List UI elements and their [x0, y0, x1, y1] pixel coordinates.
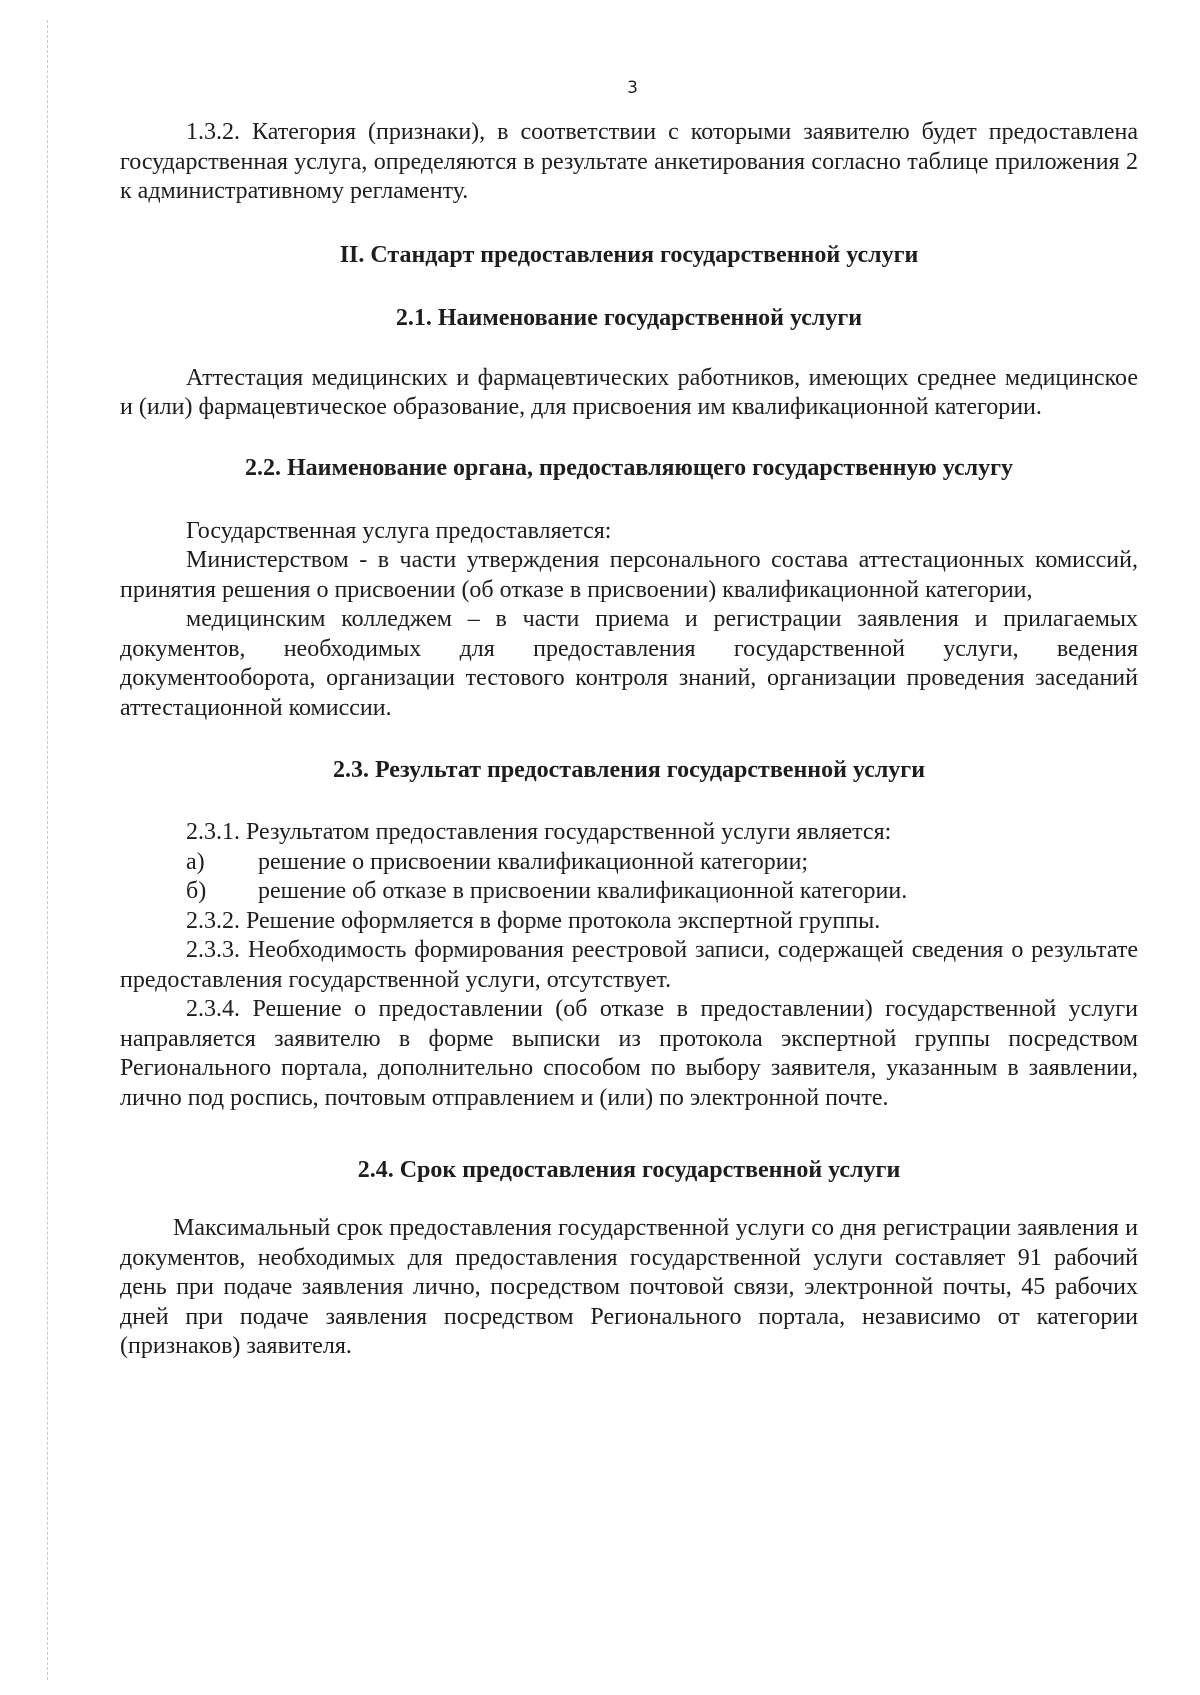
list-item-text: решение о присвоении квалификационной категории; — [258, 848, 809, 875]
section-2-3-heading: 2.3. Результат предоставления государственной услуги — [332, 757, 926, 783]
list-item-text: решение об отказе в присвоении квалификационной категории. — [258, 878, 908, 904]
list-item-marker: а) — [186, 848, 205, 875]
section-2-2-paragraph-3: медицинским колледжем – в части приема и регистрации заявления и прилагаемых документов, необходимых для предоставления государственной услуги, ведения документооборота, организации тестового контроля знаний, организации проведения заседаний аттестационной комиссии. — [120, 606, 1138, 721]
list-item-marker: б) — [186, 878, 207, 904]
section-2-3-4-paragraph: 2.3.4. Решение о предоставлении (об отказе в предоставлении) государственной услуги направляется заявителю в форме выписки из протокола экспертной группы посредством Регионального портала, дополнительно способом по выбору заявителя, указанным в заявлении, лично под роспись, почтовым отправлением и (или) по электронной почте. — [120, 996, 1138, 1111]
section-ii-heading: II. Стандарт предоставления государственной услуги — [339, 241, 919, 268]
section-2-4-text: Максимальный срок предоставления государственной услуги со дня регистрации заявления и документов, необходимых для предоставления государственной услуги составляет 91 рабочий день при подаче заявления лично, посредством почтовой связи, электронной почты, 45 рабочих дней при подаче заявления посредством Регионального портала, независимо от категории (признаков) заявителя. — [120, 1215, 1138, 1359]
section-2-2-heading: 2.2. Наименование органа, предоставляющего государственную услугу — [244, 454, 1014, 481]
section-2-2-paragraph-1: Государственная услуга предоставляется: — [186, 517, 612, 544]
scan-edge-line — [47, 20, 48, 1680]
list-item — [120, 848, 1138, 878]
section-2-1-heading: 2.1. Наименование государственной услуги — [395, 304, 863, 331]
section-2-3-2-paragraph: 2.3.2. Решение оформляется в форме протокола экспертной группы. — [186, 907, 881, 934]
section-2-3-1-paragraph: 2.3.1. Результатом предоставления государственной услуги является: — [186, 819, 892, 845]
document-body — [120, 118, 1138, 1362]
section-2-3-3-paragraph: 2.3.3. Необходимость формирования реестровой записи, содержащей сведения о результате предоставления государственной услуги, отсутствует. — [120, 937, 1138, 993]
section-2-4-heading: 2.4. Срок предоставления государственной услуги — [357, 1157, 901, 1183]
section-2-1-text: Аттестация медицинских и фармацевтических работников, имеющих среднее медицинское и (или) фармацевтическое образование, для присвоения им квалификационной категории. — [120, 364, 1138, 420]
section-2-2-paragraph-2: Министерством - в части утверждения персонального состава аттестационных комиссий, принятия решения о присвоении (об отказе в присвоении) квалификационной категории, — [120, 547, 1138, 603]
page-number: 3 — [627, 78, 638, 98]
intro-paragraph: 1.3.2. Категория (признаки), в соответствии с которыми заявителю будет предоставлена государственная услуга, определяются в результате анкетирования согласно таблице приложения 2 к административному регламенту. — [120, 119, 1138, 204]
list-item — [120, 877, 1138, 907]
